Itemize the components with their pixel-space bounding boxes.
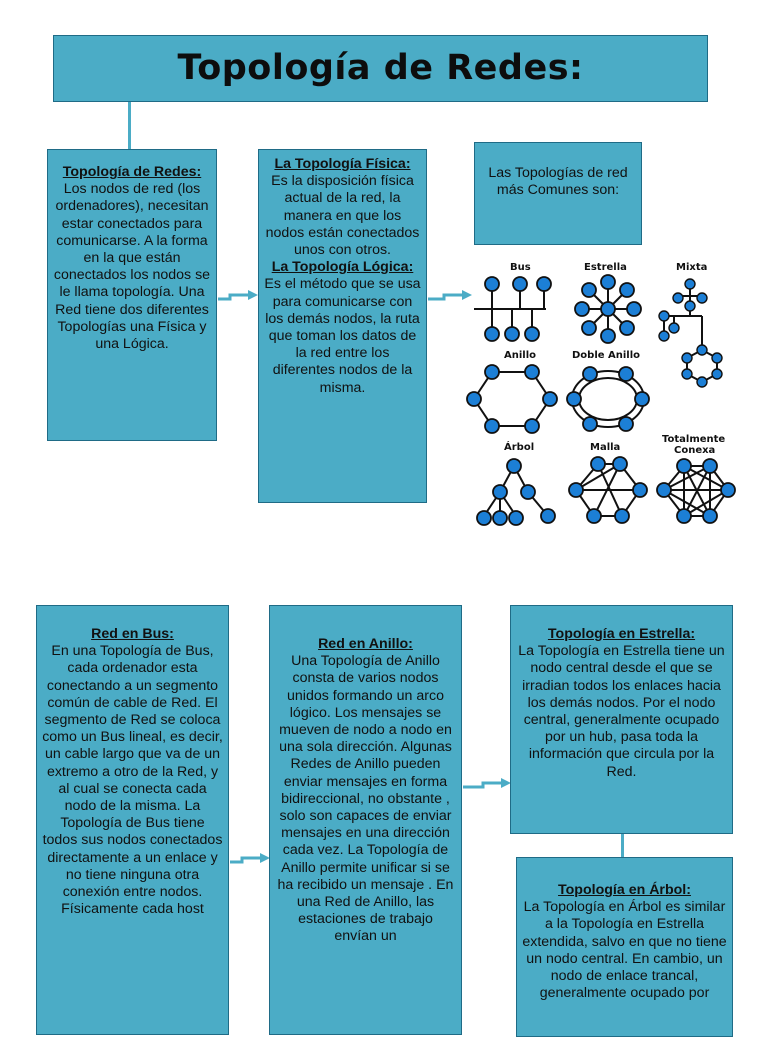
box-red-anillo	[269, 605, 462, 1035]
arrow-anillo-to-estrella-icon	[461, 775, 513, 795]
arrow-redes-to-fisica-icon	[216, 287, 260, 307]
box-topologia-redes	[47, 149, 217, 441]
box-fisica-logica	[258, 149, 427, 503]
doble-anillo-topology-icon	[567, 350, 649, 431]
box-heading-logica: La Topología Lógica:	[271, 259, 414, 276]
box-heading: Red en Bus:	[91, 626, 174, 642]
box-text: La Topología en Árbol es similar a la Topología en Estrella extendida, salvo en que no tiene un nodo central. En cambio, un nodo de enlace trancal, generalmente ocupado por	[522, 899, 727, 1002]
label-mixta: Mixta	[676, 262, 708, 273]
label-doble-anillo: Doble Anillo	[572, 350, 641, 361]
box-topologia-estrella	[510, 605, 733, 834]
totalmente-conexa-topology-icon	[657, 434, 735, 523]
malla-topology-icon	[569, 442, 647, 523]
box-text: Una Topología de Anillo consta de varios nodos unidos formando un arco lógico. Los mensajes se mueven de nodo a nodo en una sola dirección. Algunas Redes de Anillo pueden enviar mensajes en forma bidireccional, no obstante , solo son capaces de enviar mensajes en una dirección cada vez. La Topología de Anillo permite unificar si se ha recibido un mensaje . En una Red de Anillo, las estaciones de trabajo envían un	[277, 653, 454, 945]
title-box	[53, 35, 708, 102]
label-bus: Bus	[510, 262, 531, 273]
box-text: Los nodos de red (los ordenadores), necesitan estar conectados para comunicarse. A la forma en la que están conectados los nodos se le llama topología. Una Red tiene dos diferentes Topologías una Física y una Lógica.	[53, 181, 211, 353]
box-text: En una Topología de Bus, cada ordenador esta conectando a un segmento común de cable de Red. El segmento de Red se coloca como un Bus lineal, es decir, un cable largo que va de un extremo a otro de la Red, y al cual se conecta cada nodo de la misma. La Topología de Bus tiene todos sus nodos conectados directamente a un enlace y no tiene ninguna otra conexión entre nodos. Físicamente cada host	[42, 643, 223, 918]
box-topologias-comunes	[474, 142, 642, 245]
bus-topology-icon	[474, 262, 551, 341]
box-heading: Topología en Estrella:	[547, 626, 696, 642]
estrella-topology-icon	[575, 262, 641, 343]
anillo-topology-icon	[467, 350, 557, 433]
arrow-bus-to-anillo-icon	[228, 850, 272, 870]
box-red-bus	[36, 605, 229, 1035]
box-text-fisica: Es la disposición física actual de la red, la manera en que los nodos están conectados unos con otros.	[265, 173, 420, 259]
mixta-topology-icon	[659, 262, 722, 387]
estrella-arbol-connector-line	[621, 834, 624, 858]
arrow-fisica-to-diagram-icon	[426, 287, 474, 307]
label-arbol: Árbol	[504, 442, 535, 453]
label-malla: Malla	[590, 442, 621, 453]
box-heading: Topología en Árbol:	[558, 882, 691, 898]
label-conexa: Conexa	[674, 445, 716, 456]
title-connector-line	[128, 102, 131, 150]
label-totalmente: Totalmente	[662, 434, 726, 445]
network-topologies-illustration	[470, 254, 734, 530]
box-text-logica: Es el método que se usa para comunicarse con los demás nodos, la ruta que toman los datos de la red entre los diferentes nodos de la misma.	[264, 276, 421, 396]
box-text: La Topología en Estrella tiene un nodo central desde el que se irradian todos los enlaces hacia los demás nodos. Por el nodo central, generalmente ocupado por un hub, pasa toda la información que circula por la Red.	[518, 643, 725, 780]
box-topologia-arbol	[516, 857, 733, 1037]
page-title: Topología de Redes:	[177, 47, 584, 88]
box-heading-fisica: La Topología Física:	[274, 156, 411, 172]
box-heading: Red en Anillo:	[318, 636, 413, 652]
box-text: Las Topologías de red más Comunes son:	[488, 165, 628, 199]
box-heading: Topología de Redes:	[62, 164, 202, 180]
arbol-topology-icon	[477, 440, 555, 525]
label-estrella: Estrella	[584, 262, 627, 273]
label-anillo: Anillo	[504, 350, 537, 361]
